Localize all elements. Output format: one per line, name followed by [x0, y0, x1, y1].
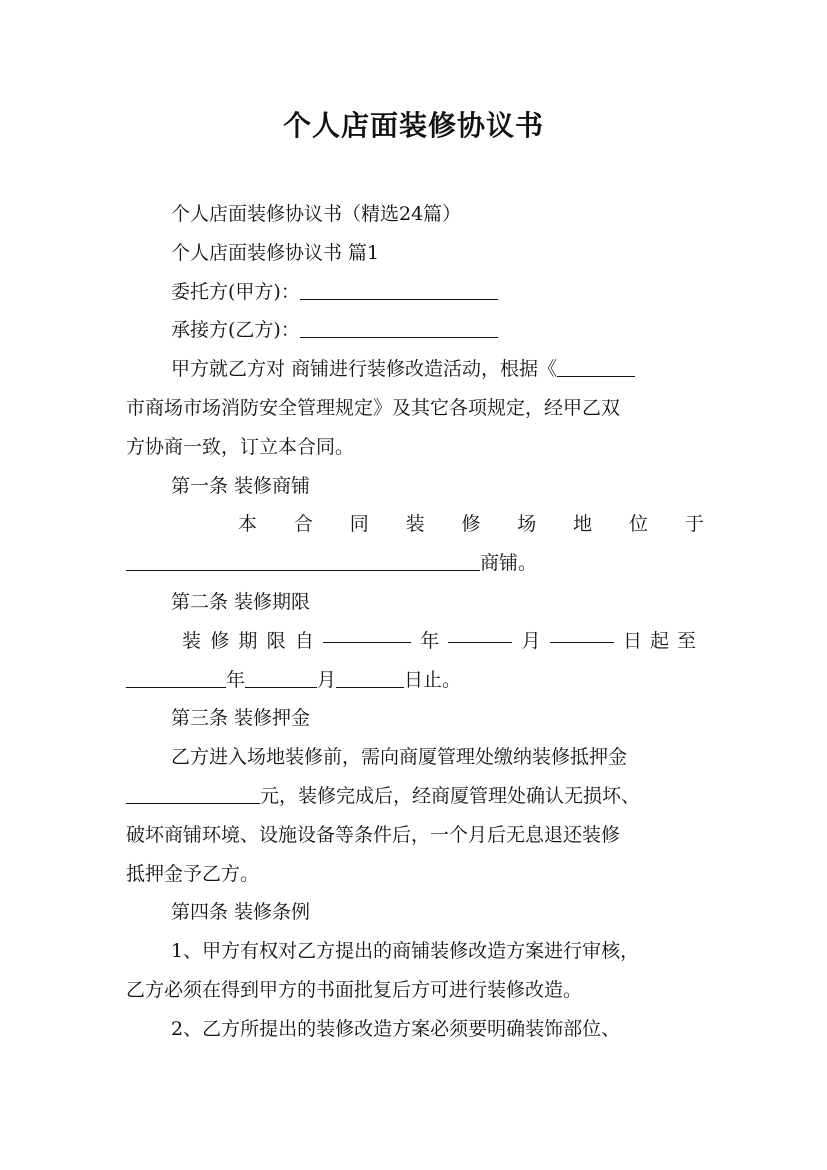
start-day-blank[interactable]: [550, 622, 614, 643]
article-2-line-2: [126, 661, 704, 700]
intro-line-2: 市商场市场消防安全管理规定》及其它各项规定，经甲乙双: [126, 396, 621, 419]
deposit-amount-blank[interactable]: [126, 783, 260, 804]
article-4-item-1-line-2: 乙方必须在得到甲方的书面批复后方可进行装修改造。: [126, 978, 583, 1001]
document-body: [126, 195, 704, 1049]
article-1-char: 地: [573, 513, 593, 536]
collection-heading: 个人店面装修协议书（精选24篇）: [171, 203, 462, 225]
article-3-line-2: [126, 777, 704, 816]
party-b-label: 承接方(乙方)：: [171, 319, 300, 342]
article-1-char: 于: [684, 513, 704, 536]
article-1-char: 装: [405, 513, 425, 536]
article-1-char: 同: [349, 513, 369, 536]
end-day-blank[interactable]: [336, 667, 404, 688]
intro-line-3: 方协商一致，订立本合同。: [126, 435, 355, 458]
party-a-blank[interactable]: [300, 279, 498, 300]
article-2-heading: 第二条 装修期限: [171, 590, 311, 613]
article-3-line-1: 乙方进入场地装修前，需向商厦管理处缴纳装修抵押金: [171, 746, 628, 769]
article-1-char: 本: [238, 513, 258, 536]
end-year-blank[interactable]: [126, 667, 226, 688]
end-day-label: 日止。: [404, 668, 462, 691]
party-a-line: [126, 273, 704, 312]
start-year-label: 年: [420, 629, 440, 652]
article-2-char: 装: [182, 629, 202, 652]
article-3-heading: 第三条 装修押金: [171, 707, 311, 730]
article-1-char: 修: [461, 513, 481, 536]
start-year-blank[interactable]: [323, 622, 411, 643]
party-a-label: 委托方(甲方)：: [171, 280, 300, 303]
document-title: 个人店面装修协议书: [282, 109, 544, 142]
article-3-line-2-text: 元，装修完成后，经商厦管理处确认无损坏、: [260, 784, 641, 807]
article-2-char: 期: [238, 629, 258, 652]
party-b-blank[interactable]: [300, 317, 498, 338]
article-3-line-3: 破坏商铺环境、设施设备等条件后，一个月后无息退还装修: [126, 823, 621, 846]
article-4-item-2-line-1: 2、乙方所提出的装修改造方案必须要明确装饰部位、: [171, 1017, 621, 1040]
start-month-label: 月: [521, 629, 541, 652]
article-1-heading: 第一条 装修商铺: [171, 474, 311, 497]
article-2-char: 限: [266, 629, 286, 652]
article-heading: 个人店面装修协议书 篇1: [171, 241, 380, 264]
article-2-line-1: [126, 622, 704, 661]
article-1-line-2: [126, 544, 704, 583]
article-3-line-4: 抵押金予乙方。: [126, 862, 260, 885]
city-blank[interactable]: [557, 356, 635, 377]
end-month-label: 月: [317, 668, 337, 691]
start-month-blank[interactable]: [448, 622, 512, 643]
end-year-label: 年: [226, 668, 246, 691]
intro-line-1: [126, 350, 704, 389]
article-4-heading: 第四条 装修条例: [171, 901, 311, 924]
article-1-end: 商铺。: [480, 552, 538, 575]
article-1-char: 场: [517, 513, 537, 536]
article-2-char: 修: [210, 629, 230, 652]
start-day-label: 日起至: [622, 629, 704, 652]
intro-line-1-text: 甲方就乙方对 商铺进行装修改造活动，根据《: [171, 358, 558, 381]
shop-location-blank[interactable]: [126, 550, 480, 571]
article-4-item-1-line-1: 1、甲方有权对乙方提出的商铺装修改造方案进行审核，: [171, 940, 640, 963]
article-2-char: 自: [294, 629, 314, 652]
article-1-char: 合: [293, 513, 313, 536]
end-month-blank[interactable]: [245, 667, 317, 688]
article-1-line-1: [126, 505, 704, 544]
party-b-line: [126, 311, 704, 350]
article-1-char: 位: [629, 513, 649, 536]
